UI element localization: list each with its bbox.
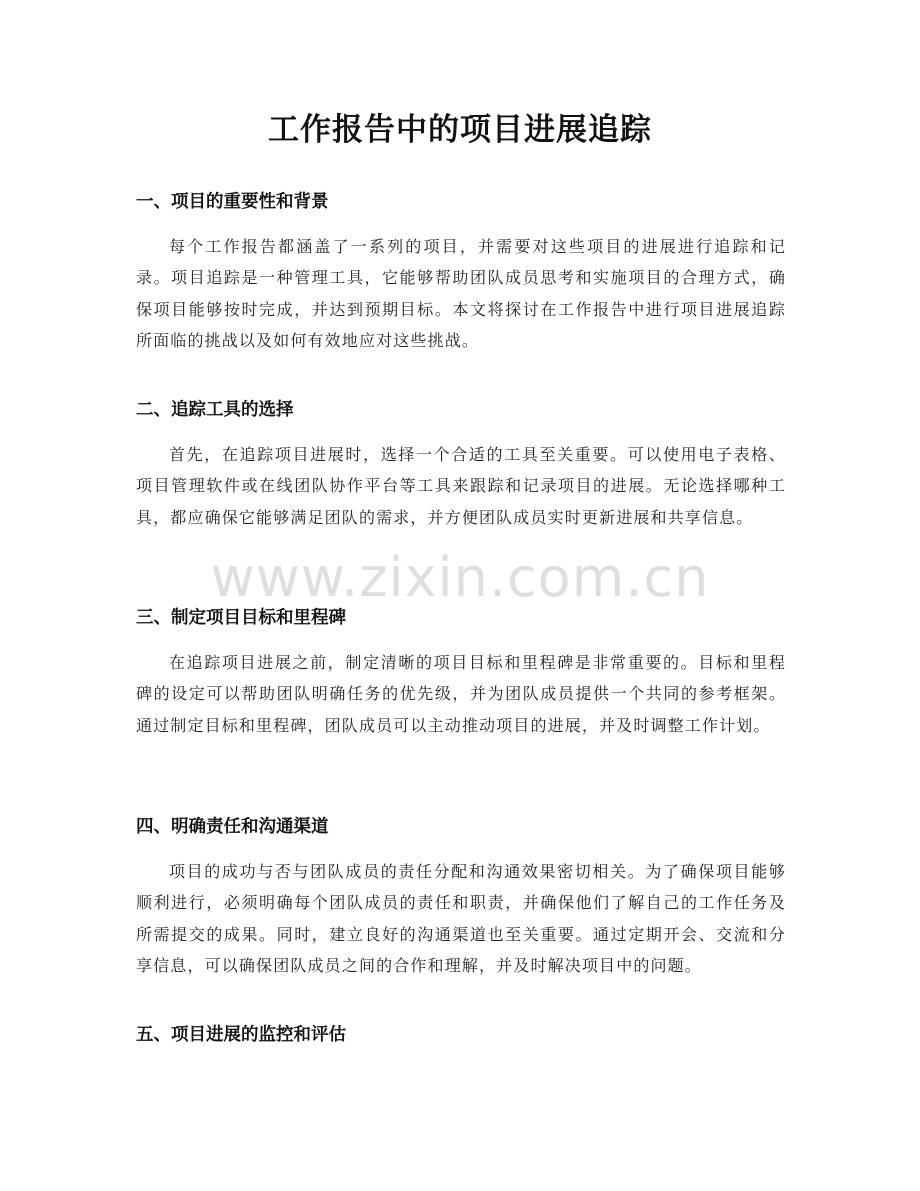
section-paragraph: 在追踪项目进展之前，制定清晰的项目目标和里程碑是非常重要的。目标和里程碑的设定可以帮助团队明确任务的优先级，并为团队成员提供一个共同的参考框架。通过制定目标和里程碑，团队成员可以主动推动项目的进展，并及时调整工作计划。 [136,653,786,735]
section-monitoring-evaluation [136,1023,786,1047]
section-paragraph: 项目的成功与否与团队成员的责任分配和沟通效果密切相关。为了确保项目能够顺利进行，必须明确每个团队成员的责任和职责，并确保他们了解自己的工作任务及所需提交的成果。同时，建立良好的沟通渠道也至关重要。通过定期开会、交流和分享信息，可以确保团队成员之间的合作和理解，并及时解决项目中的问题。 [136,862,786,975]
section-heading: 五、项目进展的监控和评估 [136,1025,346,1045]
section-goals-milestones [136,606,786,741]
section-heading: 一、项目的重要性和背景 [136,192,329,212]
section-paragraph: 每个工作报告都涵盖了一系列的项目，并需要对这些项目的进展进行追踪和记录。项目追踪是一种管理工具，它能够帮助团队成员思考和实施项目的合理方式，确保项目能够按时完成，并达到预期目标。本文将探讨在工作报告中进行项目进展追踪所面临的挑战以及如何有效地应对这些挑战。 [136,237,786,350]
section-paragraph: 首先，在追踪项目进展时，选择一个合适的工具至关重要。可以使用电子表格、项目管理软件或在线团队协作平台等工具来跟踪和记录项目的进展。无论选择哪种工具，都应确保它能够满足团队的需求，并方便团队成员实时更新进展和共享信息。 [136,445,786,527]
section-heading: 四、明确责任和沟通渠道 [136,817,329,837]
document-title: 工作报告中的项目进展追踪 [268,112,652,148]
watermark-text: www.zixin.com.cn [210,546,710,609]
section-heading: 三、制定项目目标和里程碑 [136,608,346,628]
section-heading: 二、追踪工具的选择 [136,400,294,420]
section-tool-selection [136,398,786,533]
section-importance-background [136,190,786,356]
section-responsibility-communication [136,815,786,981]
